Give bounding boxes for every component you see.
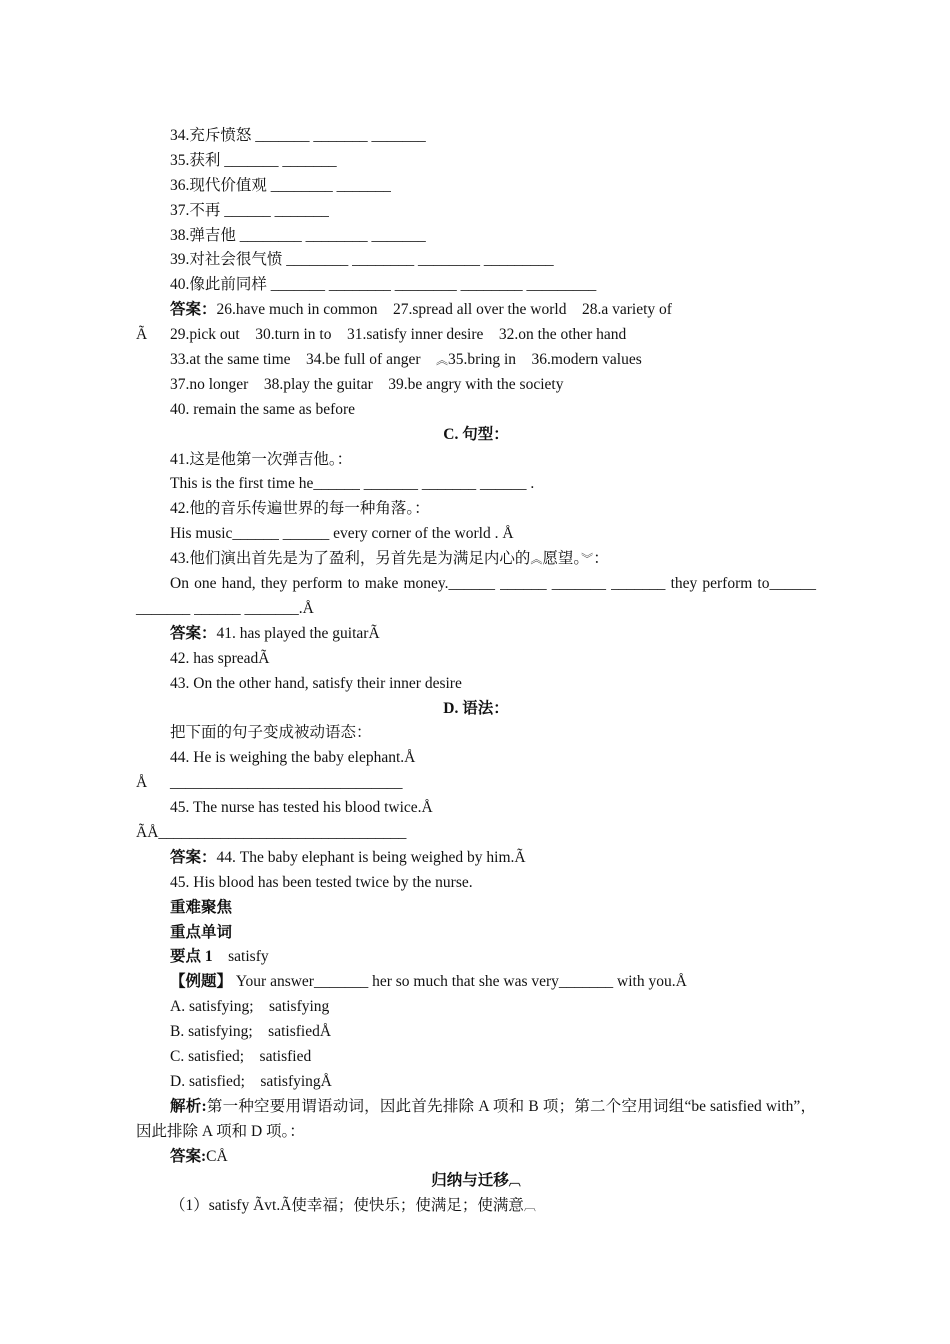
q43-chinese-part-c: ： — [593, 550, 609, 568]
example-text: Your answer_______ her so much that she was very_______ with you.Å — [232, 973, 687, 991]
vocab-line-40: 40.像此前同样 _______ ________ ________ ________ _________ — [170, 276, 597, 294]
q41-chinese: 41.这是他第一次弹吉他。： — [170, 450, 353, 468]
option-a: A. satisfying; satisfying — [170, 998, 330, 1016]
q42-chinese: 42.他的音乐传遍世界的每一种角落。： — [170, 500, 430, 518]
summary-title-text: 归纳与迁移 — [431, 1172, 509, 1190]
q43-chinese-part-b: 愿望。 — [542, 550, 582, 568]
focus-answer: CÅ — [206, 1147, 228, 1165]
document-page — [136, 124, 816, 1219]
vocab-line-37: 37.不再 ______ _______ — [170, 201, 329, 219]
key-words-title: 重点单词 — [170, 923, 233, 941]
focus-answer-line — [136, 1145, 816, 1170]
summary-item-1-text: （1）satisfy Ãvt.Ã使幸福；使快乐；使满足；使满意 — [170, 1197, 524, 1215]
focus-title: 重难聚焦 — [170, 898, 233, 916]
section-d-heading: D. 语法： — [443, 699, 509, 717]
point-1-line — [136, 945, 816, 970]
point-label: 要点 1 — [170, 948, 213, 966]
vocab-line-39: 39.对社会很气愤 ________ ________ ________ _________ — [170, 251, 554, 269]
point-word: satisfy — [212, 948, 269, 966]
stray-mark: ︹ — [508, 1174, 521, 1189]
answer-label: 答案： — [170, 624, 217, 642]
q43-chinese — [136, 547, 816, 572]
option-d: D. satisfied; satisfyingÅ — [170, 1072, 332, 1090]
section-d-instructions: 把下面的句子变成被动语态： — [170, 724, 372, 742]
answer-41: 41. has played the guitarÃ — [216, 624, 380, 642]
answer-b-line-1 — [136, 298, 816, 323]
analysis-label: 解析: — [170, 1097, 207, 1115]
answer-label: 答案： — [170, 301, 217, 319]
stray-mark: ︽ — [436, 353, 449, 368]
answer-b-line-4: 37.no longer 38.play the guitar 39.be angry with the society — [170, 375, 564, 393]
answer-42: 42. has spreadÃ — [170, 649, 270, 667]
q45-answer-blank: ÃÅ________________________________ — [136, 823, 407, 841]
answer-label: 答案： — [170, 848, 217, 866]
q43-english: On one hand, they perform to make money.______ ______ _______ _______ they perform to______ _______ ______ _______.Å — [136, 575, 816, 617]
stray-mark: ︹ — [523, 1199, 536, 1214]
q44-answer-blank — [136, 771, 816, 796]
answer-b-text-3a: 33.at the same time 34.be full of anger — [170, 351, 437, 369]
answer-45: 45. His blood has been tested twice by the nurse. — [170, 873, 473, 891]
stray-mark: ︾ — [581, 552, 594, 567]
q43-chinese-part-a: 43.他们演出首先是为了盈利，另首先是为满足内心的 — [170, 550, 531, 568]
q41-english: This is the first time he______ _______ _______ ______ . — [170, 475, 535, 493]
vocab-line-35: 35.获利 _______ _______ — [170, 151, 337, 169]
vocab-line-36: 36.现代价值观 ________ _______ — [170, 176, 391, 194]
stray-mark: Ã — [136, 326, 148, 344]
answer-b-text-3b: 35.bring in 36.modern values — [448, 351, 642, 369]
analysis-text: 第一种空要用谓语动词，因此首先排除 A 项和 B 项；第二个空用词组“be satisfied with”，因此排除 A 项和 D 项。： — [136, 1097, 816, 1140]
section-c-heading: C. 句型： — [443, 425, 509, 443]
answer-44: 44. The baby elephant is being weighed by him.Ã — [216, 848, 526, 866]
answer-43: 43. On the other hand, satisfy their inner desire — [170, 674, 462, 692]
vocab-line-38: 38.弹吉他 ________ ________ _______ — [170, 226, 426, 244]
q42-english: His music______ ______ every corner of the world . Å — [170, 525, 514, 543]
vocab-line-34: 34.充斥愤怒 _______ _______ _______ — [170, 127, 426, 144]
option-c: C. satisfied; satisfied — [170, 1047, 312, 1065]
q44-blank: ______________________________ — [170, 774, 403, 792]
q45-sentence: 45. The nurse has tested his blood twice.Å — [170, 799, 433, 817]
example-label: 【例题】 — [170, 973, 233, 991]
q44-sentence: 44. He is weighing the baby elephant.Å — [170, 749, 416, 767]
example-line — [136, 970, 816, 995]
answer-b-text-1: 26.have much in common 27.spread all over the world 28.a variety of — [216, 301, 672, 319]
answer-b-line-3 — [136, 348, 816, 373]
answer-b-line-5: 40. remain the same as before — [170, 400, 356, 418]
analysis-paragraph — [136, 1095, 816, 1145]
summary-item-1 — [136, 1194, 816, 1219]
answer-b-text-2: 29.pick out 30.turn in to 31.satisfy inner desire 32.on the other hand — [170, 326, 627, 344]
answer-d-line-44 — [136, 846, 816, 871]
stray-mark: ︽ — [530, 552, 543, 567]
summary-title — [136, 1169, 816, 1194]
stray-mark: Å — [136, 774, 148, 792]
answer-c-line-41 — [136, 622, 816, 647]
answer-b-line-2 — [136, 323, 816, 348]
option-b: B. satisfying; satisfiedÅ — [170, 1023, 332, 1041]
answer-label: 答案: — [170, 1147, 207, 1165]
